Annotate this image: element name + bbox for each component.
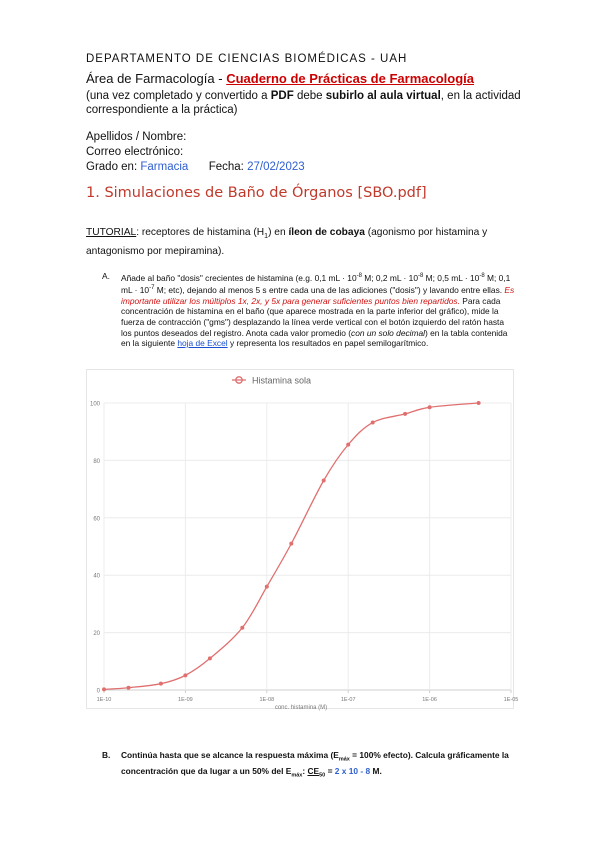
grade-line [86, 161, 305, 173]
tutorial-text-2: ) en [268, 227, 289, 238]
item-a-text-2: M; 0,2 mL · 10 [361, 272, 418, 283]
department-header: DEPARTAMENTO DE CIENCIAS BIOMÉDICAS - UAH [86, 53, 408, 65]
item-b-text-5: M. [370, 765, 382, 776]
y-tick-label: 60 [93, 516, 100, 523]
x-tick-label: 1E-05 [503, 697, 519, 703]
ce-sub: 50 [319, 772, 326, 779]
item-a [102, 271, 517, 349]
ce-value[interactable]: 2 x 10 - 8 [334, 765, 371, 776]
grade-label: Grado en: [86, 161, 138, 173]
excel-link[interactable]: hoja de Excel [177, 338, 228, 349]
x-tick-label: 1E-10 [96, 697, 112, 703]
item-b-body [121, 750, 517, 781]
x-tick-label: 1E-07 [340, 697, 356, 703]
upload-note [86, 89, 526, 117]
item-b-sub-2: máx [291, 772, 303, 779]
note-text-2: debe [293, 90, 326, 102]
item-a-text-1: Añade al baño "dosis" crecientes de histamina (e.g. 0,1 mL · 10 [121, 272, 357, 283]
x-axis-label: conc. histamina (M) [274, 705, 328, 711]
item-b-text-4: = [325, 765, 335, 776]
y-tick-label: 80 [93, 458, 100, 465]
tutorial-label: TUTORIAL [86, 227, 137, 238]
date-value: 27/02/2023 [247, 161, 305, 173]
data-point [428, 405, 432, 409]
item-b [102, 750, 517, 781]
tutorial-paragraph [86, 225, 516, 259]
name-label: Apellidos / Nombre: [86, 131, 187, 143]
email-label: Correo electrónico: [86, 146, 184, 158]
note-text-3: , en la actividad correspondiente a la práctica) [86, 90, 521, 116]
data-point [208, 656, 212, 660]
chart-svg [86, 369, 519, 711]
x-tick-label: 1E-06 [422, 697, 437, 703]
y-tick-label: 40 [93, 573, 100, 580]
note-bold: subirlo al aula virtual [325, 90, 441, 102]
item-a-text-3: M; 0,5 mL · 10 [423, 272, 480, 283]
item-b-sub-1: máx [338, 756, 350, 763]
item-a-exp-4: -7 [149, 285, 155, 292]
chart-frame [87, 370, 514, 709]
data-point [102, 687, 106, 691]
ce-label: CE [307, 765, 320, 776]
legend-label: Histamina sola [252, 375, 312, 386]
tutorial-bold: íleon de cobaya [288, 227, 365, 238]
item-a-exp-1: -8 [356, 273, 362, 279]
dose-response-chart [86, 369, 519, 711]
section-title: 1. Simulaciones de Baño de Órganos [SBO.pdf] [86, 185, 427, 201]
item-b-text-2: = 100% efecto). Calcula gráficamente la concentración que da lugar a un 50% del E [121, 750, 509, 776]
item-a-text-7: ) en la tabla contenida en la siguiente [121, 327, 508, 349]
item-a-body [121, 271, 517, 349]
item-a-warning: Es importante utilizar los múltiplos 1x, 2x, y 5x para generar suficientes puntos bien repartidos. [121, 285, 515, 306]
item-a-letter: A. [102, 271, 110, 281]
y-tick-label: 100 [89, 401, 100, 408]
tutorial-text-3: (agonismo por histamina y antagonismo por mepiramina). [86, 227, 488, 258]
data-point [346, 443, 350, 447]
item-b-text-3: : [302, 765, 308, 776]
data-point [403, 412, 407, 416]
item-a-text-6: Para cada concentración de histamina en el baño (que aparece mostrada en la parte inferior del gráfico), mide la fuerza de contracción ("gms") desplazando la línea verde vertical con el botón izquierdo del ratón hasta los puntos deseados del registro. Anota cada valor promedio ( [121, 295, 505, 338]
y-tick-label: 20 [93, 631, 100, 638]
data-point [265, 585, 269, 589]
y-tick-label: 0 [96, 688, 100, 695]
item-a-exp-2: -8 [417, 273, 424, 279]
grade-value: Farmacia [140, 161, 189, 173]
item-a-exp-3: -8 [479, 273, 485, 279]
note-pdf: PDF [270, 90, 294, 102]
note-text-1: (una vez completado y convertido a [86, 90, 271, 102]
notebook-link[interactable]: Cuaderno de Prácticas de Farmacología [226, 71, 474, 86]
data-point [183, 673, 187, 677]
area-line [86, 71, 474, 86]
x-tick-label: 1E-08 [259, 697, 275, 703]
item-b-text-1: Continúa hasta que se alcance la respuesta máxima (E [121, 750, 339, 760]
item-a-text-4: M; 0,1 mL · 10 [121, 272, 511, 296]
data-point [322, 478, 326, 482]
tutorial-sub: 1 [264, 233, 269, 241]
item-a-italic: con un solo decimal [351, 327, 426, 338]
data-point [240, 626, 244, 630]
item-a-text-5: M; etc), dejando al menos 5 s entre cada una de las adiciones ("dosis") y lavando entre ellas. [154, 285, 505, 296]
data-point [289, 542, 293, 546]
tutorial-text-1: : receptores de histamina (H [136, 227, 265, 238]
item-b-letter: B. [102, 750, 111, 760]
data-point [371, 421, 375, 425]
x-tick-label: 1E-09 [178, 697, 193, 703]
area-prefix: Área de Farmacología - [86, 71, 227, 86]
data-point [127, 686, 131, 690]
data-point [159, 682, 163, 686]
item-a-text-8: y representa los resultados en papel semilogarítmico. [227, 338, 429, 349]
date-label: Fecha: [208, 161, 244, 173]
data-point [477, 401, 481, 405]
